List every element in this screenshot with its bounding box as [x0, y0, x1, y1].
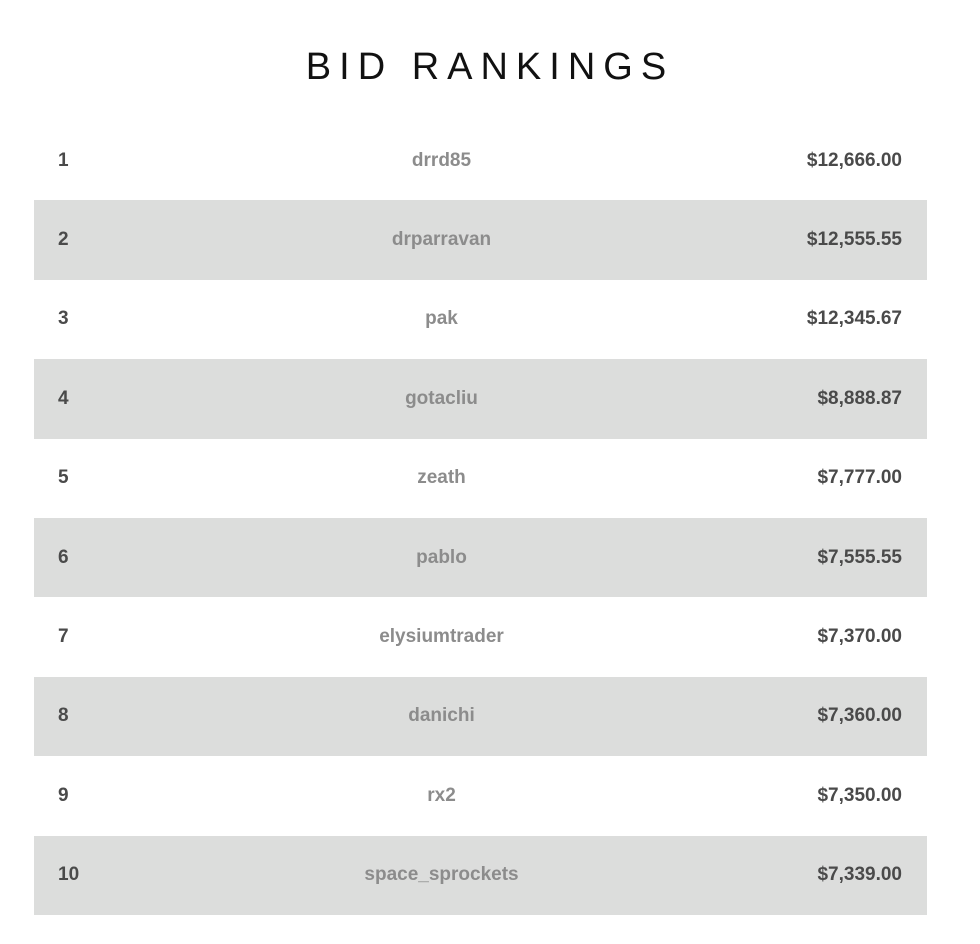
bid-amount: $7,370.00: [817, 626, 902, 648]
bid-amount: $12,666.00: [806, 149, 902, 171]
table-row: [34, 756, 927, 835]
bidder-username: elysiumtrader: [379, 626, 504, 648]
page-title: BID RANKINGS: [305, 46, 675, 89]
rank-number: 1: [58, 149, 69, 171]
bid-amount: $7,555.55: [817, 546, 902, 568]
table-row: [34, 439, 927, 518]
bidder-username: drparravan: [391, 229, 492, 251]
bid-amount: $8,888.87: [817, 387, 902, 409]
bidder-username: gotacliu: [405, 387, 478, 409]
table-row: [34, 518, 927, 597]
rank-number: 5: [58, 467, 69, 489]
table-row: [34, 836, 927, 915]
table-row: [34, 359, 927, 438]
bidder-username: danichi: [408, 705, 475, 727]
bidder-username: space_sprockets: [364, 864, 519, 886]
rank-number: 7: [58, 626, 69, 648]
bid-amount: $7,360.00: [817, 705, 902, 727]
rank-number: 4: [58, 387, 69, 409]
bid-amount: $7,350.00: [817, 784, 902, 806]
bid-amount: $12,345.67: [806, 308, 902, 330]
table-row: [34, 597, 927, 676]
table-row: [34, 677, 927, 756]
rank-number: 6: [58, 546, 69, 568]
bid-amount: $12,555.55: [806, 229, 902, 251]
bid-amount: $7,339.00: [817, 864, 902, 886]
rank-number: 8: [58, 705, 69, 727]
table-row: [34, 280, 927, 359]
bidder-username: rx2: [427, 784, 456, 806]
bidder-username: zeath: [417, 467, 466, 489]
table-row: [34, 121, 927, 200]
rank-number: 2: [58, 229, 69, 251]
bidder-username: pak: [425, 308, 458, 330]
rank-number: 3: [58, 308, 69, 330]
bidder-username: pablo: [416, 546, 467, 568]
bidder-username: drrd85: [411, 149, 472, 171]
bid-amount: $7,777.00: [817, 467, 902, 489]
rank-number: 10: [58, 864, 80, 886]
table-row: [34, 200, 927, 279]
rank-number: 9: [58, 784, 69, 806]
bid-rankings-table: [34, 121, 927, 915]
